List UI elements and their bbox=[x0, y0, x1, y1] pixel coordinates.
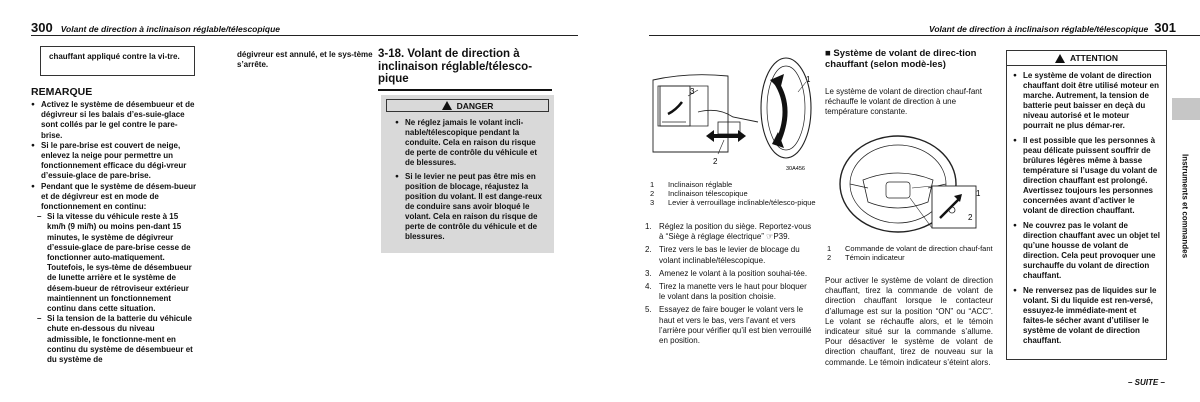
step-number: 4. bbox=[645, 282, 652, 292]
legend-text: Inclinaison réglable bbox=[668, 180, 733, 189]
left-header-title: Volant de direction à inclinaison réglable/télescopique bbox=[60, 24, 281, 34]
legend-number: 2 bbox=[650, 189, 655, 198]
legend-row bbox=[825, 253, 993, 262]
remark-list bbox=[31, 100, 197, 365]
fig2-callout-1: 1 bbox=[976, 189, 981, 198]
right-page-header bbox=[649, 20, 1200, 36]
continued-note-box bbox=[40, 46, 195, 76]
heated-wheel-illustration bbox=[828, 122, 988, 240]
remark-title: REMARQUE bbox=[31, 86, 93, 98]
subsection-intro: Le système de volant de direction chauf-fant réchauffe le volant de direction à une température constante. bbox=[825, 87, 982, 117]
subsection-title-block bbox=[825, 48, 993, 70]
section-title: 3-18. Volant de direction à inclinaison réglable/télesco-pique bbox=[378, 48, 552, 91]
legend-row bbox=[648, 180, 816, 189]
legend-text: Inclinaison télescopique bbox=[668, 189, 748, 198]
col2-continued-text: dégivreur est annulé, et le sys-tème s’arrête. bbox=[237, 50, 373, 70]
legend-text: Commande de volant de direction chauf-fant bbox=[845, 244, 993, 253]
steps-list bbox=[645, 222, 813, 349]
subsection-title: Système de volant de direc-tion chauffant (selon modè-les) bbox=[825, 48, 977, 70]
step-text: Tirez vers le bas le levier de blocage du volant inclinable/télescopique. bbox=[659, 245, 800, 265]
remark-subitem: – Si la tension de la batterie du véhicule chute en-dessous du niveau admissible, le fonctionne-ment en continu du système de désembueur et du système de bbox=[31, 314, 197, 365]
danger-label: DANGER bbox=[456, 100, 494, 111]
legend-text: Témoin indicateur bbox=[845, 253, 905, 262]
attention-list bbox=[1007, 66, 1166, 346]
side-tab-text: Instruments et commandes bbox=[1180, 153, 1190, 259]
step-number: 2. bbox=[645, 245, 652, 255]
side-tab-marker bbox=[1172, 98, 1200, 120]
remark-item: ● Pendant que le système de désem-bueur et de dégivreur est en mode de fonctionnement en continu: bbox=[31, 182, 197, 213]
fig1-callout-2: 2 bbox=[713, 157, 718, 166]
legend-number: 1 bbox=[650, 180, 655, 189]
fig1-code: 30A456 bbox=[786, 166, 805, 172]
step-text: Essayez de faire bouger le volant vers le haut et vers le bas, vers l’avant et vers l’arrière pour vérifier qu’il est bien verrouillé en position. bbox=[659, 305, 812, 346]
right-page-number: 301 bbox=[1154, 20, 1176, 35]
subsection-marker: ■ bbox=[825, 48, 831, 59]
danger-header bbox=[386, 99, 549, 112]
continued-footer: – SUITE – bbox=[1128, 378, 1165, 387]
side-tab-label bbox=[1170, 126, 1200, 286]
remark-item: ● Activez le système de désembueur et de dégivreur si les balais d’es-suie-glace sont collés par le gel contre le pare-brise. bbox=[31, 100, 197, 141]
attention-header bbox=[1007, 51, 1166, 66]
danger-item: ● Ne réglez jamais le volant incli-nable/télescopique pendant la conduite. Cela en raison du risque de perte de contrôle du véhicule et de blessures. bbox=[395, 118, 546, 168]
danger-item: ● Si le levier ne peut pas être mis en position de blocage, réajustez la position du volant. Il est dange-reux de conduire sans avoir bloqué le volant. Cela en raison du risque de perte de contrôle du véhicule et de blessures. bbox=[395, 172, 546, 242]
remark-subitem: – Si la vitesse du véhicule reste à 15 km/h (9 mi/h) ou moins pen-dant 15 minutes, le système de dégivreur d’essuie-glace de pare-brise cesse de fonctionner auto-matiquement. Toutefois, le sys-tème de désembueur de lunette arrière et le système de désem-bueur de rétroviseur extérieur maintiennent un fonctionnement continu dans cette situation. bbox=[31, 212, 197, 314]
fig1-callout-1: 1 bbox=[806, 75, 811, 84]
attention-box bbox=[1006, 50, 1167, 360]
step-text: Tirez la manette vers le haut pour bloquer le volant dans la position choisie. bbox=[659, 282, 807, 302]
fig2-legend bbox=[825, 244, 993, 262]
warning-triangle-icon bbox=[1055, 54, 1065, 63]
fig1-callout-3: 3 bbox=[690, 87, 695, 96]
heated-paragraph: Pour activer le système de volant de direction chauffant, tirez la commande de volant de direction chauffant lorsque le contacteur d’allumage est sur la position “ON” ou “ACC”. Le volant se réchauffe alors, et le témoin indicateur situé sur la commande s’allume. Pour désactiver le système de volant de direction chauffant, tirez de nouveau sur la commande. Le témoin indicateur s’éteint alors. bbox=[825, 276, 993, 367]
legend-number: 3 bbox=[650, 198, 655, 207]
step-number: 3. bbox=[645, 268, 652, 278]
step-item bbox=[645, 222, 813, 242]
step-item bbox=[645, 282, 813, 302]
legend-row bbox=[648, 198, 816, 207]
danger-list bbox=[381, 112, 554, 242]
fig1-legend bbox=[648, 180, 816, 207]
legend-number: 1 bbox=[827, 244, 832, 253]
legend-row bbox=[648, 189, 816, 198]
attention-label: ATTENTION bbox=[1069, 53, 1118, 63]
danger-box bbox=[381, 95, 554, 253]
attention-item: ● Le système de volant de direction chauffant doit être utilisé moteur en marche. Autrement, la tension de batterie peut baisser en deçà du niveau autorisé et le moteur pourrait ne plus démar-rer. bbox=[1013, 71, 1160, 131]
step-number: 1. bbox=[645, 222, 652, 231]
step-text: Réglez la position du siège. Reportez-vous à “Siège à réglage électrique” ☞P39. bbox=[659, 222, 812, 242]
step-text: Amenez le volant à la position souhai-tée. bbox=[659, 268, 808, 278]
attention-item: ● Ne couvrez pas le volant de direction chauffant avec un objet tel qu’une housse de volant de direction. Cela peut provoquer une surchauffe du volant de direction chauffant. bbox=[1013, 221, 1160, 281]
left-page-number: 300 bbox=[31, 20, 53, 35]
attention-item: ● Il est possible que les personnes à peau délicate puissent souffrir de brûlures légères même à basse température si l’usage du volant de direction chauffant est prolongé. Avertissez toujours les personnes concernées avant d’activer le volant de direction chauffant. bbox=[1013, 136, 1160, 216]
left-page-header bbox=[31, 20, 578, 36]
step-item bbox=[645, 245, 813, 265]
continued-note-text: chauffant appliqué contre la vi-tre. bbox=[49, 52, 180, 61]
tilt-telescopic-illustration bbox=[648, 52, 818, 174]
step-number: 5. bbox=[645, 305, 652, 315]
step-item bbox=[645, 269, 813, 279]
legend-number: 2 bbox=[827, 253, 832, 262]
right-header-title: Volant de direction à inclinaison réglable/télescopique bbox=[928, 24, 1149, 34]
legend-text: Levier à verrouillage inclinable/télesco-pique bbox=[668, 198, 816, 207]
step-item bbox=[645, 305, 813, 346]
warning-triangle-icon bbox=[442, 101, 452, 110]
fig2-callout-2: 2 bbox=[968, 213, 973, 222]
legend-row bbox=[825, 244, 993, 253]
remark-item: ● Si le pare-brise est couvert de neige, enlevez la neige pour permettre un fonctionnement efficace du dégi-vreur d’essuie-glace de pare-brise. bbox=[31, 141, 197, 182]
attention-item: ● Ne renversez pas de liquides sur le volant. Si du liquide est ren-versé, essuyez-le immédiate-ment et faites-le sécher avant d’utiliser le système de volant de direction chauffant. bbox=[1013, 286, 1160, 346]
